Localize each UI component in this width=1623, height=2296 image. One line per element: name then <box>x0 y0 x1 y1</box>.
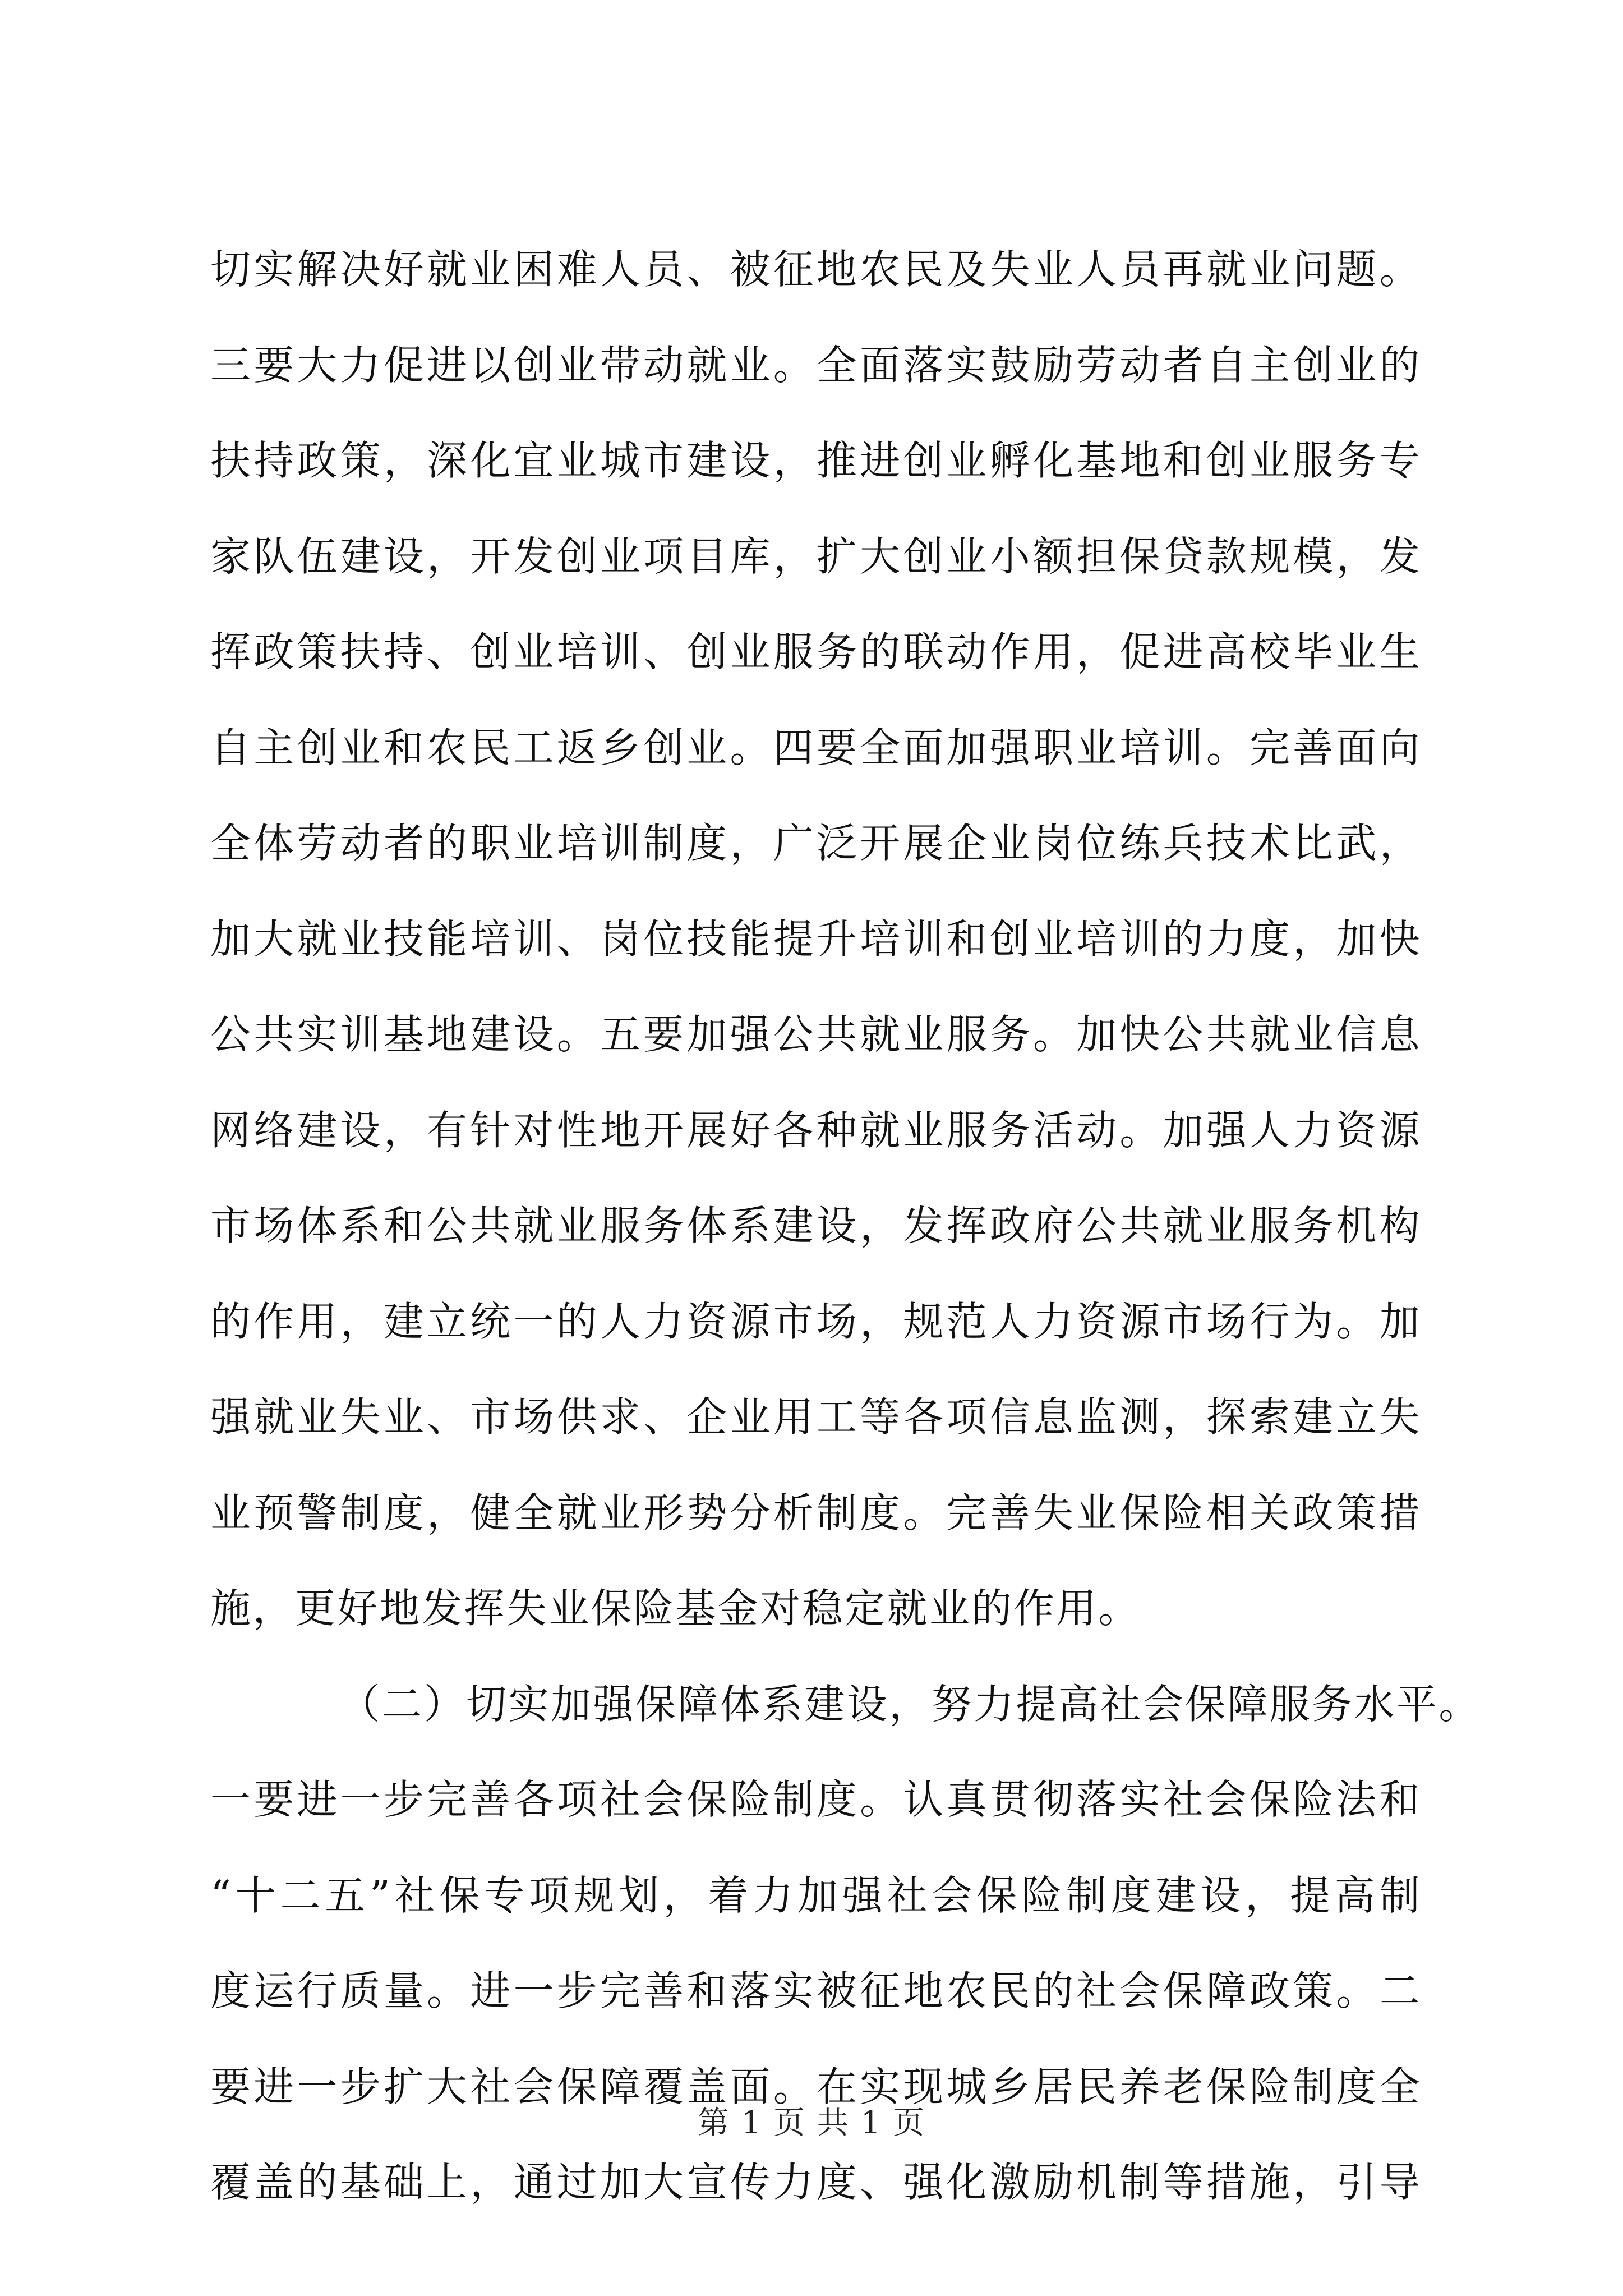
text-line: 全体劳动者的职业培训制度，广泛开展企业岗位练兵技术比武， <box>210 820 1422 867</box>
text-line: 加大就业技能培训、岗位技能提升培训和创业培训的力度，加快 <box>210 915 1422 963</box>
text-line: 市场体系和公共就业服务体系建设，发挥政府公共就业服务机构 <box>210 1202 1422 1249</box>
text-line: 公共实训基地建设。五要加强公共就业服务。加快公共就业信息 <box>210 1011 1422 1058</box>
text-line: 度运行质量。进一步完善和落实被征地农民的社会保障政策。二 <box>210 1967 1422 2014</box>
text-line: 覆盖的基础上，通过加大宣传力度、强化激励机制等措施，引导 <box>210 2159 1422 2206</box>
text-line: 家队伍建设，开发创业项目库，扩大创业小额担保贷款规模，发 <box>210 532 1422 580</box>
text-line: 扶持政策，深化宜业城市建设，推进创业孵化基地和创业服务专 <box>210 437 1422 484</box>
page-footer <box>0 2101 1623 2146</box>
text-line: 一要进一步完善各项社会保险制度。认真贯彻落实社会保险法和 <box>210 1776 1422 1823</box>
text-line: 切实解决好就业困难人员、被征地农民及失业人员再就业问题。 <box>210 246 1422 293</box>
section-heading-line: （二）切实加强保障体系建设，努力提高社会保障服务水平。 <box>339 1680 1481 1728</box>
text-line: 网络建设，有针对性地开展好各种就业服务活动。加强人力资源 <box>210 1106 1422 1154</box>
text-line: 的作用，建立统一的人力资源市场，规范人力资源市场行为。加 <box>210 1297 1422 1345</box>
text-line: 强就业失业、市场供求、企业用工等各项信息监测，探索建立失 <box>210 1393 1422 1441</box>
text-line: 三要大力促进以创业带动就业。全面落实鼓励劳动者自主创业的 <box>210 341 1422 389</box>
page-number: 第 1 页 共 1 页 <box>697 2105 926 2141</box>
text-line: 自主创业和农民工返乡创业。四要全面加强职业培训。完善面向 <box>210 724 1422 771</box>
body-text <box>210 222 1481 2230</box>
text-line: “十二五”社保专项规划，着力加强社会保险制度建设，提高制 <box>210 1871 1422 1919</box>
text-line: 要进一步扩大社会保障覆盖面。在实现城乡居民养老保险制度全 <box>210 2063 1422 2110</box>
paragraph-last-line: 施，更好地发挥失业保险基金对稳定就业的作用。 <box>210 1585 1141 1632</box>
text-line: 挥政策扶持、创业培训、创业服务的联动作用，促进高校毕业生 <box>210 628 1422 675</box>
text-line: 业预警制度，健全就业形势分析制度。完善失业保险相关政策措 <box>210 1489 1422 1536</box>
